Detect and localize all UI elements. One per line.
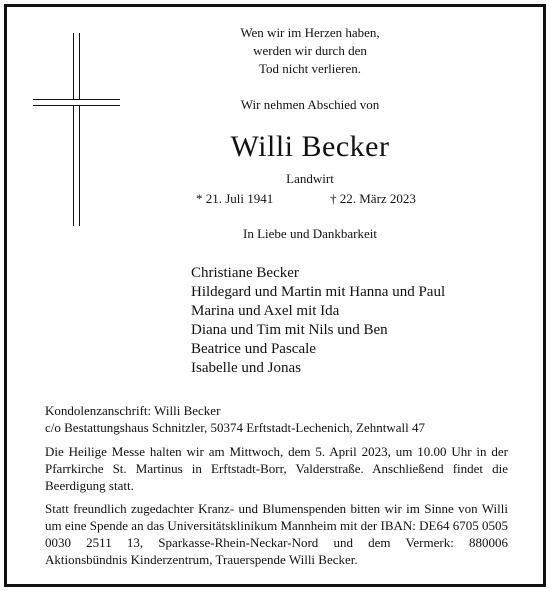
donation-text: Statt freundlich zugedachter Kranz- und Blumenspenden bitten wir im Sinne von Willi um eine Spende an das Universitätsklinikum Mannheim mit der IBAN: DE64 6705 0505 0030 2511 13, Sparkasse-Rhein-Neckar-Nord und dem Vermerk: 880006 Aktionsbündnis Kinderzentrum, Trauerspende Willi Becker.	[45, 501, 508, 567]
quote-line: Wen wir im Herzen haben,	[240, 25, 380, 40]
condolence-address-line: Kondolenzanschrift: Willi Becker	[45, 403, 221, 418]
cross-intersection	[74, 100, 79, 105]
cross-vertical-bar	[73, 33, 80, 226]
deceased-occupation: Landwirt	[286, 171, 334, 186]
condolence-address-line: c/o Bestattungshaus Schnitzler, 50374 Erftstadt-Lechenich, Zehntwall 47	[45, 420, 425, 435]
mourner-line: Beatrice und Pascale	[191, 341, 316, 357]
mourner-line: Diana und Tim mit Nils und Ben	[191, 322, 388, 338]
mourners-list	[191, 264, 445, 378]
mass-announcement	[45, 443, 508, 494]
death-date: † 22. März 2023	[330, 191, 416, 206]
mourner-line: Christiane Becker	[191, 265, 299, 281]
mourner-line: Isabelle und Jonas	[191, 360, 301, 376]
mourner-line: Hildegard und Martin mit Hanna und Paul	[191, 284, 446, 300]
deceased-name: Willi Becker	[230, 130, 390, 163]
quote-line: werden wir durch den	[253, 43, 367, 58]
farewell-intro: Wir nehmen Abschied von	[240, 97, 380, 112]
quote-line: Tod nicht verlieren.	[259, 61, 361, 76]
donation-request	[45, 500, 508, 568]
mourner-line: Marina und Axel mit Ida	[191, 303, 340, 319]
mass-text: Die Heilige Messe halten wir am Mittwoch, dem 5. April 2023, um 10.00 Uhr in der Pfarrkirche St. Martinus in Erftstadt-Borr, Valderstraße. Anschließend findet die Beerdigung statt.	[45, 444, 508, 493]
condolence-address	[45, 402, 508, 436]
closing-phrase: In Liebe und Dankbarkeit	[243, 226, 377, 241]
birth-date: * 21. Juli 1941	[196, 191, 274, 206]
memorial-quote	[160, 24, 460, 78]
